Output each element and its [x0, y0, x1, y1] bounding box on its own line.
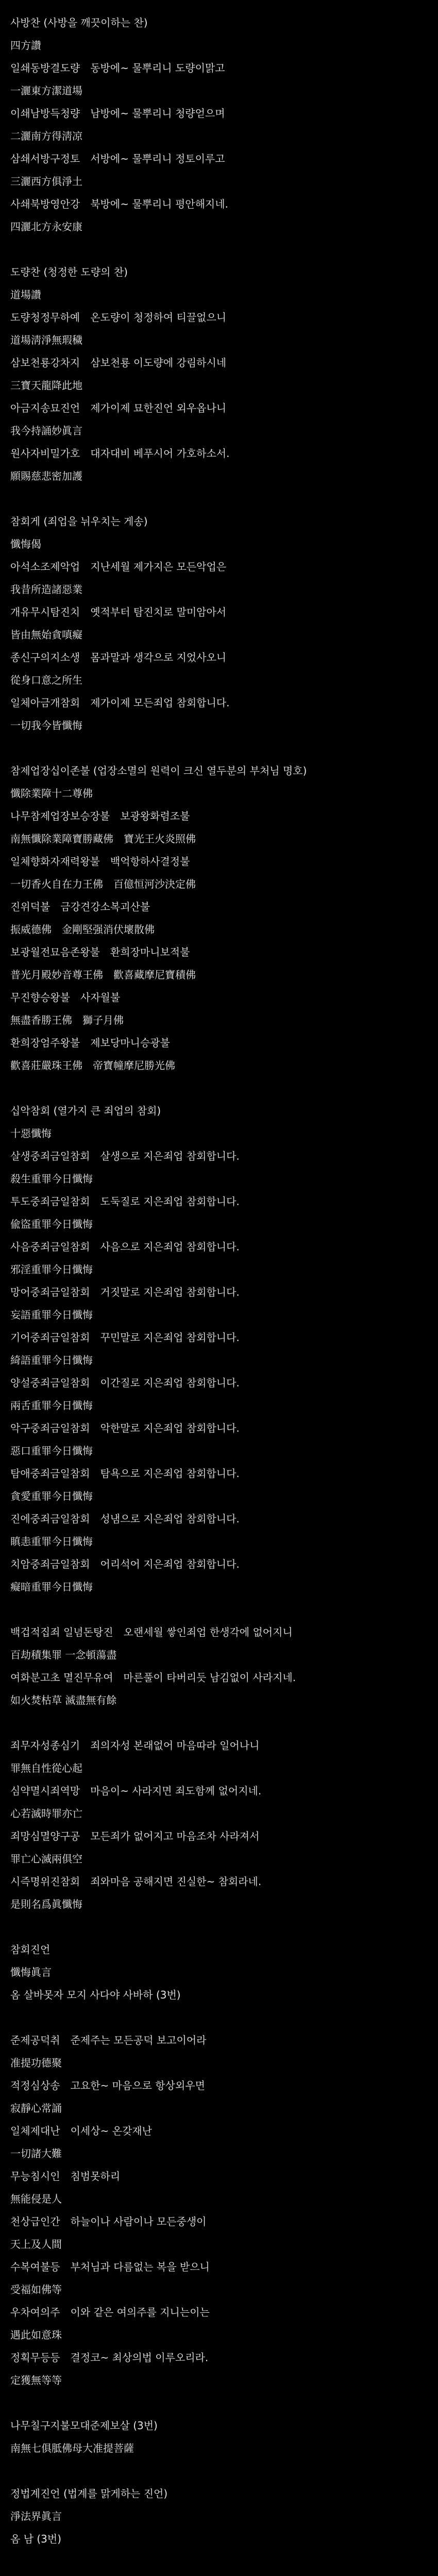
text-line: 나무참제업장보승장불 보광왕화렴조불	[10, 810, 190, 822]
text-line: 無盡香勝王佛 獅子月佛	[10, 1014, 124, 1026]
text-line: 이쇄남방득청량 남방에~ 물뿌리니 청량얻으며	[10, 107, 225, 120]
text-line: 邪淫重罪今日懺悔	[10, 1263, 93, 1276]
text-line: 偸盜重罪今日懺悔	[10, 1218, 93, 1230]
text-line: 歡喜莊嚴珠王佛 帝寶幢摩尼勝光佛	[10, 1059, 175, 1072]
text-line: 百劫積集罪 一念頓蕩盡	[10, 1649, 117, 1661]
text-line: 天上及人間	[10, 2238, 62, 2250]
blank-line	[10, 2006, 428, 2029]
text-line: 죄무자성종심기 죄의자성 본래없어 마음따라 일어나니	[10, 1739, 260, 1752]
text-line: 四方讚	[10, 39, 41, 52]
blank-line	[10, 1916, 428, 1938]
text-line: 願賜慈悲密加護	[10, 470, 82, 482]
blank-line	[10, 1598, 428, 1621]
blank-line	[10, 238, 428, 261]
text-line: 정획무등등 결정코~ 최상의법 이루오리라.	[10, 2351, 209, 2364]
text-line: 적정심상송 고요한~ 마음으로 항상외우면	[10, 2079, 205, 2092]
text-line: 惡口重罪今日懺悔	[10, 1445, 93, 1457]
text-line: 罪無自性從心起	[10, 1762, 82, 1774]
text-line: 綺語重罪今日懺悔	[10, 1354, 93, 1366]
blank-line	[10, 2460, 428, 2482]
text-line: 道場淸淨無瑕穢	[10, 334, 82, 346]
text-line: 참회게 (죄업을 뉘우치는 게송)	[10, 515, 148, 528]
text-line: 貪愛重罪今日懺悔	[10, 1490, 93, 1502]
text-line: 악구중죄금일참회 악한말로 지은죄업 참회합니다.	[10, 1422, 240, 1434]
blank-line	[10, 487, 428, 510]
text-line: 一灑東方潔道場	[10, 84, 82, 97]
text-line: 一切香火自在力王佛 百億恒河沙決定佛	[10, 878, 196, 890]
text-line: 보광월전묘음존왕불 환희장마니보적불	[10, 946, 190, 958]
text-line: 우차여의주 이와 같은 여의주를 지니는이는	[10, 2306, 210, 2318]
text-line: 皆由無始貪嗔癡	[10, 629, 82, 641]
text-line: 從身口意之所生	[10, 674, 82, 686]
text-line: 三灑西方俱淨土	[10, 175, 82, 188]
text-line: 아금지송묘진언 제가이제 묘한진언 외우옵나니	[10, 402, 227, 414]
text-line: 三寶天龍降此地	[10, 379, 82, 392]
text-line: 일체아금개참회 제가이제 모든죄업 참회합니다.	[10, 697, 230, 709]
text-line: 투도중죄금일참회 도둑질로 지은죄업 참회합니다.	[10, 1195, 240, 1208]
text-line: 如火焚枯草 滅盡無有餘	[10, 1694, 117, 1706]
text-line: 삼쇄서방구정토 서방에~ 물뿌리니 정토이루고	[10, 152, 225, 165]
text-line: 心若滅時罪亦亡	[10, 1807, 82, 1820]
text-line: 我今持誦妙眞言	[10, 425, 82, 437]
text-line: 도량청정무하예 온도량이 청정하여 티끌없으니	[10, 311, 227, 324]
text-line: 진에중죄금일참회 성냄으로 지은죄업 참회합니다.	[10, 1513, 240, 1525]
text-line: 無能侵是人	[10, 2193, 62, 2205]
text-line: 准提功德聚	[10, 2057, 62, 2069]
text-line: 一切我今皆懺悔	[10, 719, 82, 732]
text-line: 懺悔眞言	[10, 1966, 52, 1978]
text-line: 진위덕불 금강견강소복괴산불	[10, 901, 150, 913]
text-line: 옴 살바못자 모지 사다야 사바하 (3번)	[10, 1989, 181, 2001]
text-line: 무진향승왕불 사자월불	[10, 991, 121, 1004]
text-line: 一切諸大難	[10, 2147, 62, 2160]
text-line: 癡暗重罪今日懺悔	[10, 1581, 93, 1593]
text-line: 수복여불등 부처님과 다름없는 복을 받으니	[10, 2261, 210, 2273]
text-line: 振威德佛 金剛堅强消伏壞散佛	[10, 923, 155, 936]
text-line: 普光月殿妙音尊王佛 歡喜藏摩尼寶積佛	[10, 969, 196, 981]
text-line: 懺除業障十二尊佛	[10, 787, 93, 800]
text-line: 사쇄북방영안강 북방에~ 물뿌리니 평안해지네.	[10, 198, 228, 210]
text-line: 일체제대난 이세상~ 온갖재난	[10, 2125, 152, 2137]
text-line: 망어중죄금일참회 거짓말로 지은죄업 참회합니다.	[10, 1286, 240, 1298]
text-line: 십악참회 (열가지 큰 죄업의 참회)	[10, 1105, 161, 1117]
text-line: 瞋恚重罪今日懺悔	[10, 1535, 93, 1548]
text-line: 南無七俱胝佛母大准提菩薩	[10, 2442, 134, 2454]
text-line: 개유무시탐진치 옛적부터 탐진치로 말미암아서	[10, 606, 227, 618]
text-line: 탐애중죄금일참회 탐욕으로 지은죄업 참회합니다.	[10, 1467, 240, 1480]
text-line: 사방찬 (사방을 깨끗이하는 찬)	[10, 16, 148, 29]
text-line: 참제업장십이존불 (업장소멸의 원력이 크신 열두분의 부처님 명호)	[10, 765, 307, 777]
text-line: 죄망심멸양구공 모든죄가 없어지고 마음조차 사라져서	[10, 1830, 260, 1842]
text-line: 심약멸시죄역망 마음이~ 사라지면 죄도함께 없어지네.	[10, 1785, 262, 1797]
text-line: 무능침시인 침범못하리	[10, 2170, 121, 2182]
blank-line	[10, 2392, 428, 2414]
text-line: 나무칠구지불모대준제보살 (3번)	[10, 2419, 158, 2432]
text-line: 遇此如意珠	[10, 2329, 62, 2341]
blank-line	[10, 1711, 428, 1734]
text-line: 일쇄동방결도량 동방에~ 물뿌리니 도량이맑고	[10, 62, 225, 74]
text-line: 定獲無等等	[10, 2374, 62, 2386]
text-line: 준제공덕취 준제주는 모든공덕 보고이어라	[10, 2034, 207, 2046]
text-line: 삼보천룡강차지 삼보천룡 이도량에 강림하시네	[10, 357, 227, 369]
text-line: 백겁적집죄 일념돈탕진 오랜세월 쌓인죄업 한생각에 없어지니	[10, 1626, 293, 1638]
text-line: 寂靜心常誦	[10, 2102, 62, 2114]
text-line: 罪亡心滅兩俱空	[10, 1853, 82, 1865]
text-line: 원사자비밀가호 대자대비 베푸시어 가호하소서.	[10, 447, 230, 460]
text-line	[10, 2573, 428, 2576]
text-line: 妄語重罪今日懺悔	[10, 1309, 93, 1321]
blank-line	[10, 737, 428, 759]
text-line: 환희장엄주왕불 제보당마니승광불	[10, 1037, 170, 1049]
text-line: 아석소조제악업 지난세월 제가지은 모든악업은	[10, 561, 227, 573]
blank-line	[10, 1077, 428, 1099]
text-line: 四灑北方永安康	[10, 221, 82, 233]
text-line: 南無懺除業障寶勝藏佛 寶光王火炎照佛	[10, 833, 196, 845]
text-line: 양설중죄금일참회 이간질로 지은죄업 참회합니다.	[10, 1377, 240, 1389]
text-line: 옴 남 (3번)	[10, 2533, 62, 2545]
text-line: 치암중죄금일참회 어리석어 지은죄업 참회합니다.	[10, 1558, 240, 1570]
text-line: 사음중죄금일참회 사음으로 지은죄업 참회합니다.	[10, 1241, 240, 1253]
text-line: 종신구의지소생 몸과말과 생각으로 지었사오니	[10, 651, 227, 664]
text-line: 참회진언	[10, 1943, 50, 1956]
text-line: 道場讚	[10, 289, 41, 301]
text-line: 十惡懺悔	[10, 1127, 52, 1140]
text-line: 是則名爲眞懺悔	[10, 1898, 82, 1910]
text-line: 살생중죄금일참회 살생으로 지은죄업 참회합니다.	[10, 1150, 240, 1162]
text-line: 我昔所造諸惡業	[10, 583, 82, 596]
text-line: 도량찬 (청정한 도량의 찬)	[10, 266, 128, 278]
text-line: 受福如佛等	[10, 2283, 62, 2296]
text-line: 정법계진언 (법계를 맑게하는 진언)	[10, 2487, 168, 2500]
text-line: 시즉명위진참회 죄와마음 공해지면 진실한~ 참회라네.	[10, 1875, 262, 1888]
text-line: 懺悔偈	[10, 538, 41, 550]
text-line: 淨法界眞言	[10, 2510, 62, 2522]
text-line: 兩舌重罪今日懺悔	[10, 1399, 93, 1412]
text-line: 일체향화자재력왕불 백억항하사결정불	[10, 855, 190, 868]
text-line: 殺生重罪今日懺悔	[10, 1173, 93, 1185]
blank-line	[10, 2550, 428, 2573]
text-line: 여화분고초 멸진무유여 마른풀이 타버리듯 남김없이 사라지네.	[10, 1671, 296, 1684]
text-line: 기어중죄금일참회 꾸민말로 지은죄업 참회합니다.	[10, 1331, 240, 1344]
text-line: 二灑南方得淸凉	[10, 130, 82, 142]
text-line: 천상급인간 하늘이나 사람이나 모든중생이	[10, 2215, 207, 2228]
